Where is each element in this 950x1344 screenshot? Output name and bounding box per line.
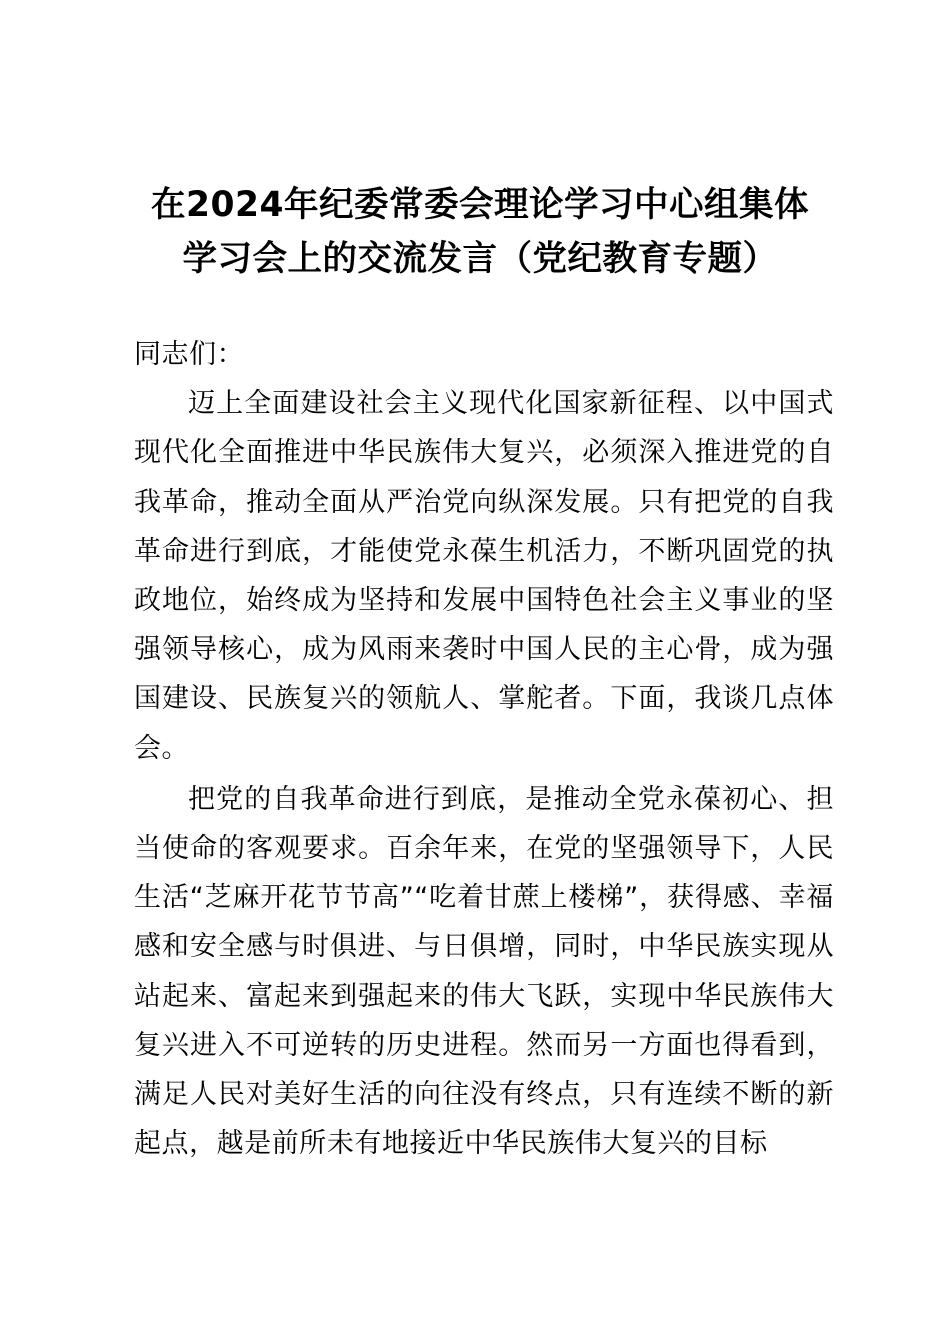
salutation: 同志们： <box>134 339 245 370</box>
document-title-line-2: 学习会上的交流发言（党纪教育专题） <box>182 239 778 279</box>
document-title-line-1: 在2024年纪委常委会理论学习中心组集体 <box>150 185 810 225</box>
document-title <box>118 178 842 286</box>
paragraph-1: 迈上全面建设社会主义现代化国家新征程、以中国式现代化全面推进中华民族伟大复兴，必须深入推进党的自我革命，推动全面从严治党向纵深发展。只有把党的自我革命进行到底，才能使党永葆生机活力，不断巩固党的执政地位，始终成为坚持和发展中国特色社会主义事业的坚强领导核心，成为风雨来袭时中国人民的主心骨，成为强国建设、民族复兴的领航人、掌舵者。下面，我谈几点体会。 <box>134 388 834 764</box>
document-body <box>134 330 834 1168</box>
paragraph-2: 把党的自我革命进行到底，是推动全党永葆初心、担当使命的客观要求。百余年来，在党的坚强领导下，人民生活“芝麻开花节节高”“吃着甘蔗上楼梯”，获得感、幸福感和安全感与时俱进、与日俱增，同时，中华民族实现从站起来、富起来到强起来的伟大飞跃，实现中华民族伟大复兴进入不可逆转的历史进程。然而另一方面也得看到，满足人民对美好生活的向往没有终点，只有连续不断的新起点，越是前所未有地接近中华民族伟大复兴的目标 <box>134 783 834 1160</box>
